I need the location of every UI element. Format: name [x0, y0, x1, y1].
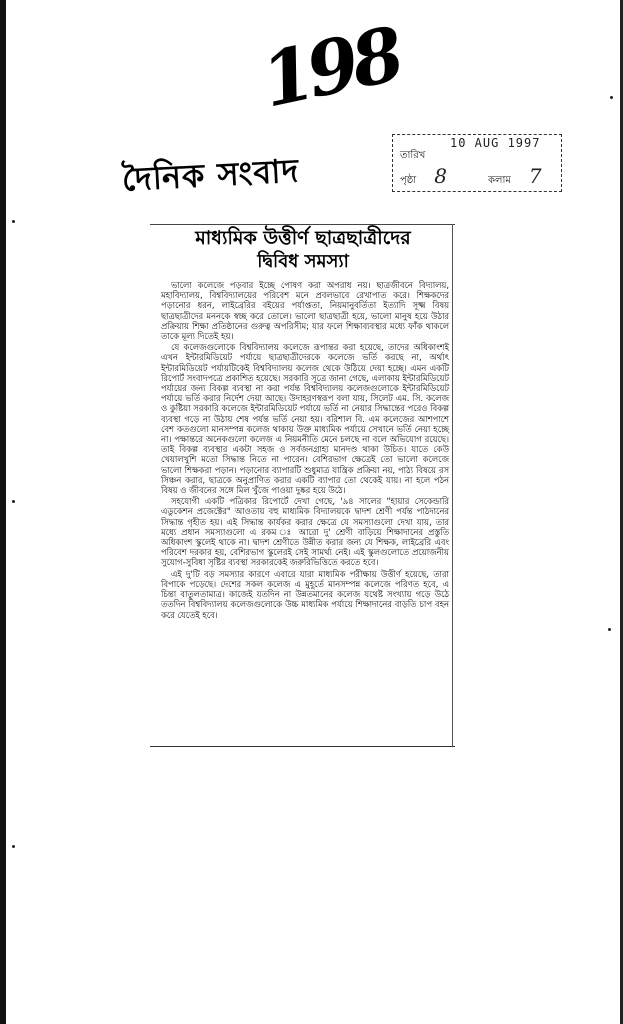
scan-speck	[608, 628, 611, 631]
stamp-page-row	[400, 164, 447, 190]
scan-left-edge	[0, 0, 6, 1024]
scan-speck	[12, 220, 15, 223]
article-subtitle: দ্বিবিধ সমস্যা	[257, 251, 349, 272]
stamp-column-row	[488, 164, 542, 190]
article-body	[161, 280, 449, 620]
stamp-page-value: 8	[434, 164, 447, 188]
newspaper-article	[153, 222, 453, 745]
article-paragraph: এই দু'টি বড় সমস্যার কারণে এবারে যারা মাধ্যমিক পরীক্ষায় উত্তীর্ণ হয়েছে, তারা বিপাকে পড়েছে। দেশের সকল কলেজ এ মুহূর্তে মানসম্পন্ন কলেজে পরিণত হবে, এ চিন্তা বাতুলতামাত্র। কাজেই যতদিন না উন্নতমানের কলেজ যথেষ্ট সংখ্যায় গড়ে উঠে ততদিন বিশ্ববিদ্যালয় কলেজগুলোকে উচ্চ মাধ্যমিক পর্যায়ে শিক্ষাদানের বাড়তি চাপ বহন করে যেতেই হবে।	[161, 568, 449, 620]
stamp-column-value: 7	[528, 164, 542, 188]
stamp-date-label-text: তারিখ	[400, 150, 426, 161]
article-border-bottom	[150, 746, 455, 747]
stamp-page-label: পৃষ্ঠা	[400, 175, 417, 186]
article-paragraph: সহযোগী একটি পত্রিকার রিপোর্টে দেখা গেছে, '৯৪ সালের "হায়ার সেকেন্ডারি এডুকেশন প্রজেক্টের" আওতায় বহু মাধ্যমিক বিদ্যালয়কে দ্বাদশ শ্রেণী পর্যন্ত পাঠদানের সিদ্ধান্ত গৃহীত হয়। এই সিদ্ধান্ত কার্যকর করার ক্ষেত্রে যে সমস্যাগুলো দেখা যায়, তার মধ্যে প্রধান সমস্যাগুলো এ রকম ঃ আরো দু' শ্রেণী বাড়িয়ে শিক্ষাদানের প্রস্তুতি অধিকাংশ স্কুলেই থাকে না। দ্বাদশ শ্রেণীতে উন্নীত করার জন্য যে শিক্ষক, লাইব্রেরি এবং পরিবেশ দরকার হয়, বেশিরভাগ স্কুলেরই সেই সামর্থ্য নেই। এই স্কুলগুলোতে প্রয়োজনীয় সুযোগ-সুবিধা সৃষ্টির ব্যবস্থা সরকারকেই জরুরিভিত্তিতে করতে হবে।	[161, 496, 449, 568]
scan-speck	[12, 845, 15, 848]
article-paragraph: যে কলেজগুলোকে বিশ্ববিদ্যালয় কলেজে রূপান্তর করা হয়েছে, তাদের অধিকাংশই এখন ইন্টারমিডিয়েট পর্যায়ে ছাত্রছাত্রীদেরকে কলেজে ভর্তি করছে না, অর্থাৎ ইন্টারমিডিয়েট পর্যায়টিকেই বিশ্ববিদ্যালয় কলেজ থেকে উঠিয়ে দেয়া হচ্ছে। এমন একটি রিপোর্ট সংবাদপত্রে প্রকাশিত হয়েছে। সরকারি সূত্রে জানা গেছে, এলাকায় ইন্টারমিডিয়েট পর্যায়ের জন্য বিকল্প ব্যবস্থা না করা পর্যন্ত বিশ্ববিদ্যালয় কলেজগুলোকে ইন্টারমিডিয়েট পর্যায়ে ভর্তি করার নির্দেশ দেয়া আছে। উদাহরণস্বরূপ বলা যায়, সিলেট এম. সি. কলেজ ও কুষ্টিয়া সরকারি কলেজে ইন্টারমিডিয়েট পর্যায়ে ভর্তি না নেয়ার সিদ্ধান্তের পরেও বিকল্প ব্যবস্থা গড়ে না উঠায় শেষ পর্যন্ত ভর্তি নেয়া হয়। বরিশাল বি. এম কলেজের আশপাশে বেশ কতগুলো মানসম্পন্ন কলেজ থাকায় উক্ত মাধ্যমিক পর্যায়ে সেখানে ভর্তি নেয়া হচ্ছে না। পক্ষান্তরে অনেকগুলো কলেজ এ নিয়মনীতি মেনে চলছে না বলে অভিযোগ রয়েছে। তাই বিকল্প ব্যবস্থার একটা সহজ ও সর্বজনগ্রাহ্য মানদণ্ড থাকা উচিত। যাতে কেউ খেয়ালখুশি মতো সিদ্ধান্ত নিতে না পারেন। বেশিরভাগ ক্ষেত্রেই তো ভালো কলেজে ভালো শিক্ষকরা পড়ান। পড়ানোর ব্যাপারটি শুধুমাত্র যান্ত্রিক প্রক্রিয়া নয়, পাঠ্য বিষয়ে রস সিঞ্চন করার, ছাত্রকে অনুপ্রাণিত করার একটি ব্যাপার তো থেকেই যায়। না হলে পঠন বিষয় ও জীবনের সঙ্গে মিল খুঁজে পাওয়া দুষ্কর হয়ে উঠে।	[161, 342, 449, 496]
article-headline	[153, 226, 453, 274]
scan-speck	[610, 96, 613, 99]
article-paragraph: ভালো কলেজে পড়বার ইচ্ছে পোষণ করা অপরাধ নয়। ছাত্রজীবনে বিদ্যালয়, মহাবিদ্যালয়, বিশ্ববিদ্যালয়ের পরিবেশ মনে প্রবলভাবে রেখাপাত করে। শিক্ষকদের পড়ানোর ধরন, লাইব্রেরির বইয়ের পর্যাপ্ততা, নিয়মানুবর্তিতা ইত্যাদি সূক্ষ্ম বিষয় ছাত্রছাত্রীদের মননকে স্বচ্ছ করে তোলে। ভালো ছাত্রছাত্রী হয়ে, ভালো মানুষ হয়ে উঠার প্রক্রিয়ায় শিক্ষা প্রতিষ্ঠানের গুরুত্ব অপরিসীম; যার ফলে শিক্ষাব্যবস্থার মধ্যে ফাঁক থাকলে তাকে মূল্য দিতেই হয়।	[161, 280, 449, 342]
newspaper-masthead: দৈনিক সংবাদ	[121, 151, 301, 199]
stamp-column-label: কলাম	[488, 175, 511, 186]
scan-speck	[12, 500, 15, 503]
handwritten-page-number: 198	[254, 12, 406, 125]
stamp-date-label	[400, 148, 425, 165]
stamp-date: 10 AUG 1997	[450, 136, 541, 150]
article-title: মাধ্যমিক উত্তীর্ণ ছাত্রছাত্রীদের	[195, 227, 411, 249]
